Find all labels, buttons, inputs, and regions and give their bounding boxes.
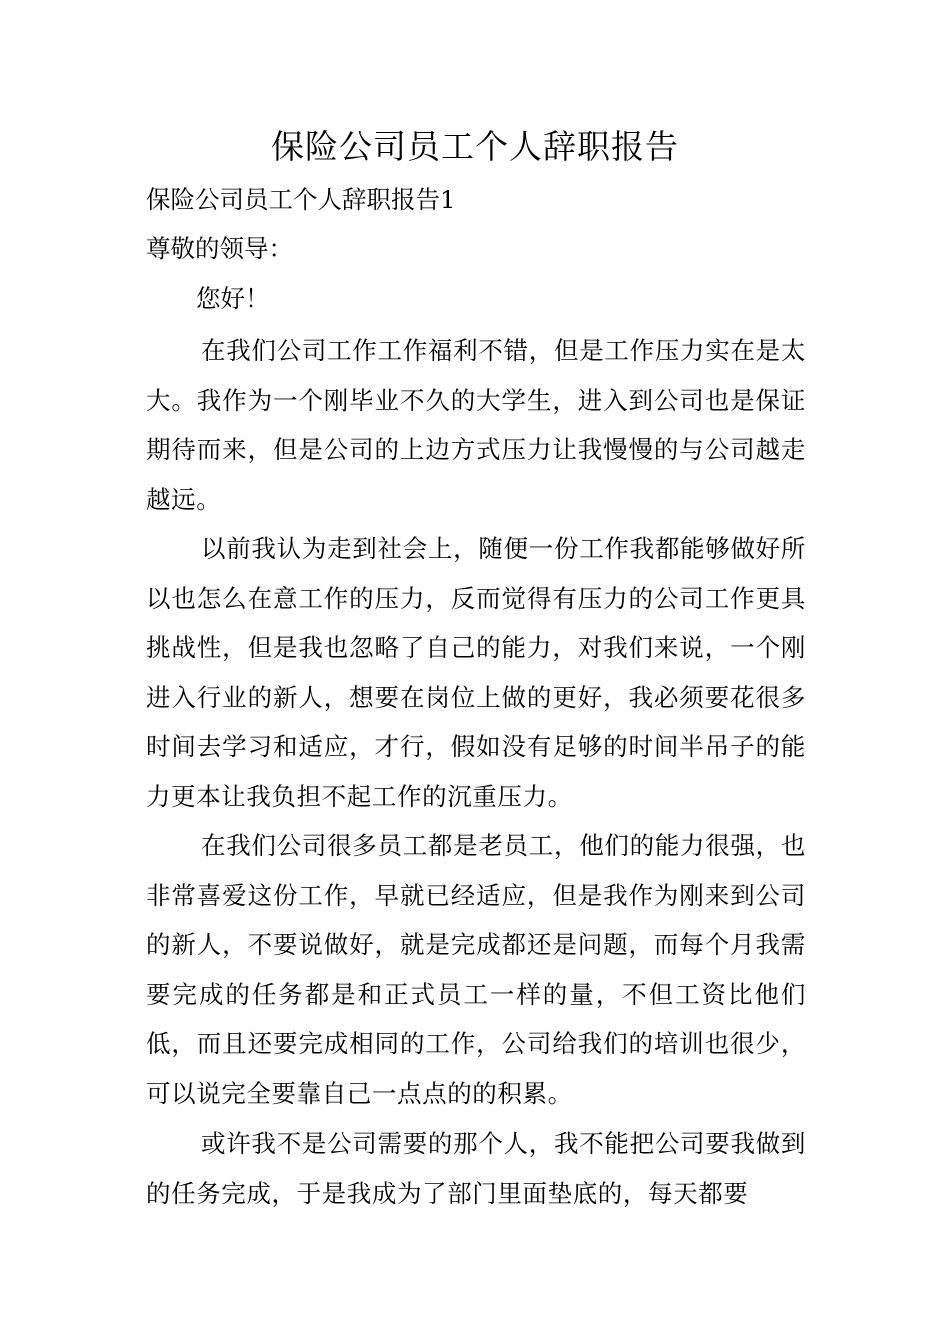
document-subtitle: 保险公司员工个人辞职报告1	[146, 185, 456, 214]
paragraph-2: 以前我认为走到社会上，随便一份工作我都能够做好所以也怎么在意工作的压力，反而觉得有压力的公司工作更具挑战性，但是我也忽略了自己的能力，对我们来说，一个刚进入行业的新人，想要在岗位上做的更好，我必须要花很多时间去学习和适应，才行，假如没有足够的时间半吊子的能力更本让我负担不起工作的沉重压力。	[146, 534, 806, 811]
document-title: 保险公司员工个人辞职报告	[271, 127, 679, 166]
greeting: 您好！	[196, 284, 270, 313]
paragraph-4: 或许我不是公司需要的那个人，我不能把公司要我做到的任务完成，于是我成为了部门里面垫底的，每天都要	[146, 1129, 806, 1208]
salutation: 尊敬的领导：	[146, 234, 293, 263]
paragraph-3: 在我们公司很多员工都是老员工，他们的能力很强，也非常喜爱这份工作，早就已经适应，但是我作为刚来到公司的新人，不要说做好，就是完成都还是问题，而每个月我需要完成的任务都是和正式员工一样的量，不但工资比他们低，而且还要完成相同的工作，公司给我们的培训也很少，可以说完全要靠自己一点点的的积累。	[146, 831, 806, 1108]
paragraph-1: 在我们公司工作工作福利不错，但是工作压力实在是太大。我作为一个刚毕业不久的大学生，进入到公司也是保证期待而来，但是公司的上边方式压力让我慢慢的与公司越走越远。	[146, 336, 806, 514]
